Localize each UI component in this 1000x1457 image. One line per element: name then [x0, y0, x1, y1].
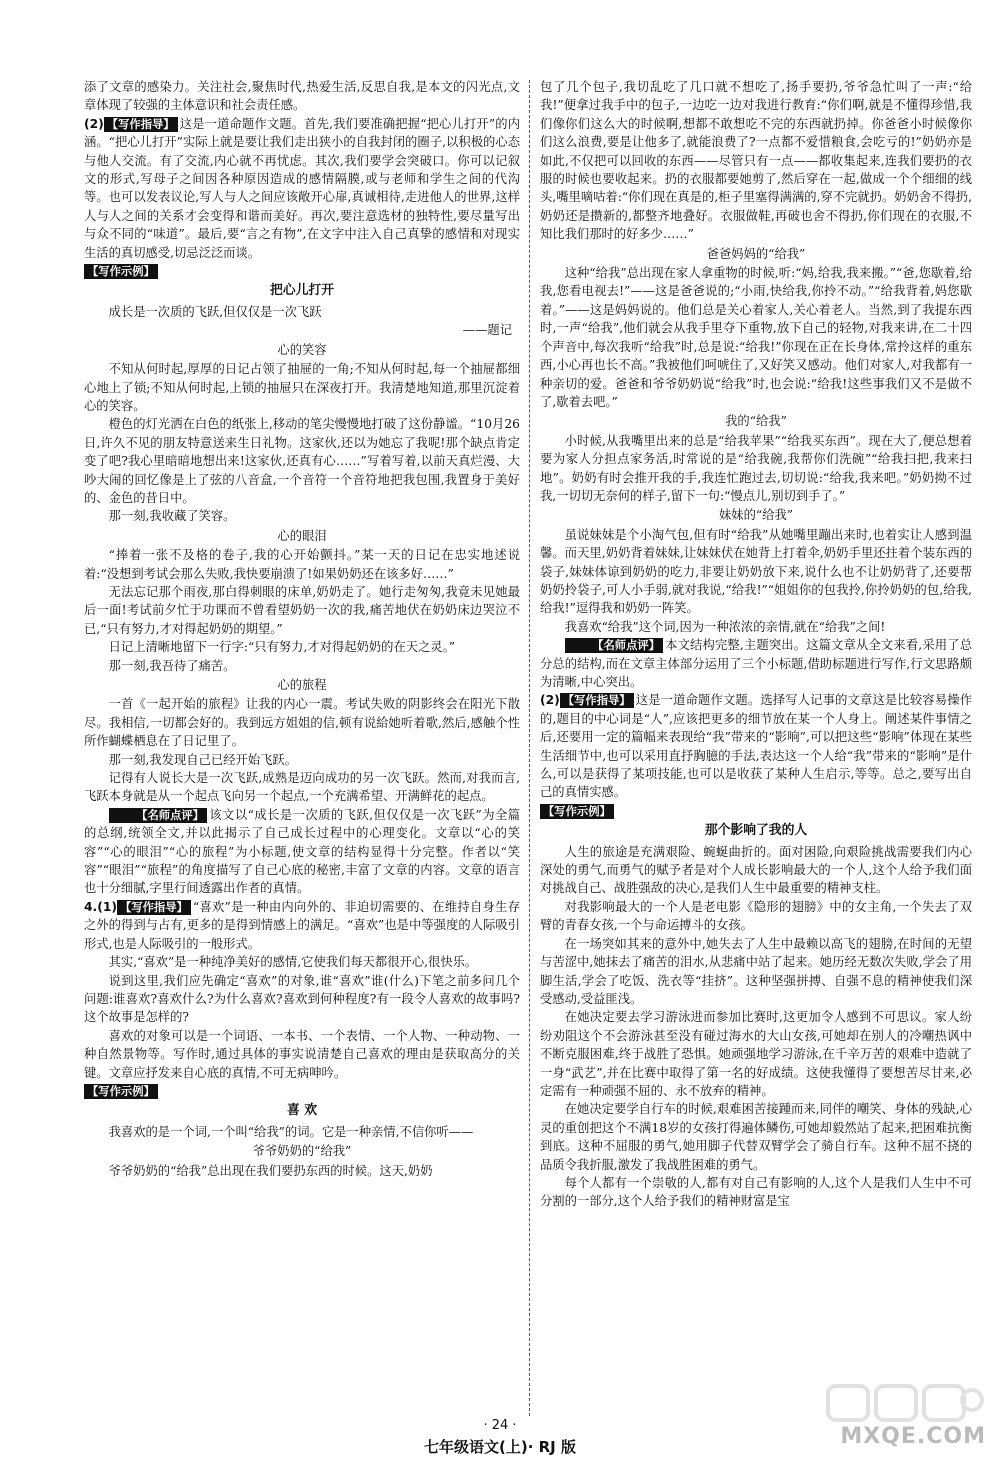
subheading: 心的旅程	[277, 678, 327, 692]
section-tag: 【写作示例】	[540, 804, 614, 819]
paragraph: 那一刻,我发现自己已经开始飞跃。	[108, 752, 297, 767]
section-tag: 【写作示例】	[84, 1084, 158, 1099]
paragraph: 无法忘记那个雨夜,那白得刺眼的床单,奶奶走了。她行走匆匆,我竟未见她最后一面!考试前夕忙于功课而不曾看望奶奶一次的我,痛苦地伏在奶奶床边哭泣不已,“只有努力,才对得起奶奶的期望。”	[84, 584, 520, 636]
paragraph: 在一场突如其来的意外中,她失去了人生中最赖以高飞的翅膀,在时间的无望与苦涩中,她抹去了痛苦的泪水,从悲痛中站了起来。她历经无数次失败,学会了用脚生活,学会了吃饭、洗衣等“挂挤”。这种坚强拼搏、自强不息的精神使我们深受感动,受益匪浅。	[540, 936, 972, 1006]
paragraph: 对我影响最大的一个人是老电影《隐形的翅膀》中的女主角,一个失去了双臂的青春女孩,一个与命运搏斗的女孩。	[540, 899, 972, 933]
paragraph: 在她决定要去学习游泳进而参加比赛时,这更加令人感到不可思议。家人纷纷劝阻这个不会游泳甚至没有碰过海水的大山女孩,可她却在别人的冷嘲热讽中不断克服困难,终于战胜了恐惧。她顽强地学习游泳,在千辛万苦的艰难中造就了一身“武艺”,并在比赛中取得了第一名的好成绩。这使我懂得了要想苦尽甘来,必定需有一种顽强不屈的、永不放弃的精神。	[540, 1010, 972, 1098]
paragraph: 那一刻,我收藏了笑容。	[108, 509, 236, 524]
writing-guide-2	[540, 691, 972, 801]
example-tag-line	[84, 1082, 520, 1100]
teacher-comment	[84, 806, 520, 898]
essay-title: 喜 欢	[286, 1103, 318, 1119]
example-tag-line	[84, 262, 520, 280]
paragraph: “喜欢”是一种由内向外的、非迫切需要的、在维持自身生存之外的得到与占有,更多的是得到情感上的满足。“喜欢”也是中等强度的人际吸引形式,也是人际吸引的一般形式。	[84, 899, 520, 951]
subheading: 妹妹的“给我”	[718, 508, 794, 523]
subheading: 我的“给我”	[725, 414, 787, 429]
paragraph: 爷爷奶奶的“给我”总出现在我们要扔东西的时候。这天,奶奶	[108, 1163, 433, 1178]
subheading: 爷爷奶奶的“给我”	[252, 1144, 352, 1159]
section-tag: 【名师点评】	[109, 808, 207, 823]
paragraph: 虽说妹妹是个小淘气包,但有时“给我”从她嘴里蹦出来时,也着实让人感到温馨。而天里,奶奶背着妹妹,让妹妹伏在她背上打着伞,奶奶手里还拄着个装东西的袋子,妹妹体谅到奶奶的吃力,非要让奶奶放下来,说什么也不让奶奶背了,还要帮奶奶拎袋子,可人小手弱,就对我说,“给我!”“姐姐你的包我拎,你拎奶奶的包,给我,给我!”逗得我和奶奶一阵笑。	[540, 527, 972, 616]
paragraph: 这是一道命题作文题。选择写人记事的文章这是比较容易操作的,题目的中心词是“人”,应该把更多的细节放在某一个人身上。阐述某件事情之后,还要用一定的篇幅来表现给“我”带来的“影响”,可以把这些“影响”体现在某些生活细节中,也可以采用直抒胸臆的手法,表达这一个人给“我”带来的“影响”是什么,可以是获得了某项技能,也可以是收获了某种人生启示,等等。总之,要写出自己的真情实感。	[540, 693, 972, 800]
paragraph: 小时候,从我嘴里出来的总是“给我苹果”“给我买东西”。现在大了,便总想着要为家人分担点家务活,时常说的是“给我碗,我帮你们洗碗”“给我扫把,我来扫地”。奶奶有时会推开我的手,我连忙跑过去,切切说:“给我,我来吧。”奶奶拗不过我,一切切无奈何的样子,留下一句:“慢点儿,别切到手了。”	[540, 433, 972, 503]
paragraph: 人生的旅途是充满艰险、蜿蜒曲折的。面对困险,向艰险挑战需要我们内心深处的勇气,而勇气的赋予者是对个人成长影响最大的一个人,这个人给予我们面对挑战自己、战胜强敌的决心,是我们人生中最重要的精神支柱。	[540, 844, 972, 896]
section-tag: 【写作指导】	[117, 900, 191, 915]
paragraph: 记得有人说长大是一次飞跃,成熟是迈向成功的另一次飞跃。然而,对我而言,飞跃本身就是从一个起点飞向另一个起点,一个充满希望、开满鲜花的起点。	[84, 771, 520, 804]
paragraph: “捧着一张不及格的卷子,我的心开始颤抖。”某一天的日记在忠实地述说着:“没想到考试会那么失败,我快要崩溃了!如果奶奶还在该多好……”	[84, 548, 520, 581]
paragraph: 该文以“成长是一次质的飞跃,但仅仅是一次飞跃”为全篇的总纲,统领全文,并以此揭示了自己成长过程中的心理变化。文章以“心的笑容”“心的眼泪”“心的旅程”为小标题,使文章的结构显得十分完整。作者以“笑容”“眼泪”“旅程”的角度描写了自己心底的秘密,丰富了文章的内容。文章的语言也十分细腻,字里行间透露出作者的真情。	[84, 807, 520, 896]
paragraph: 每个人都有一个崇敬的人,都有对自己有影响的人,这个人是我们人生中不可分割的一部分,这个人给予我们的精神财富是宝	[540, 1175, 972, 1209]
watermark-text: MXQE.COM	[840, 1424, 986, 1449]
paragraph: 这种“给我”总出现在家人拿重物的时候,听:“妈,给我,我来搬。”“爸,您歇着,给我,您看电视去!”——这是爸爸说的;“小雨,快给我,你拎不动。”“给我背着,妈您歇着。”——这是妈妈说的。他们总是关心着家人,关心着老人。当然,到了我提东西时,一声“给我”,他们就会从我手里夺下重物,放下自己的轻物,对我来讲,在二十四个声音中,每次我听“给我”时,总是说:“给我!”你现在正在长身体,常拎这样的重东西,小心再也长不高。”我被他们呵唬住了,又好笑又感动。他们对家人,对我都有一种亲切的爱。爸爸和爷爷奶奶说“给我”时,也会说:“给我!这些事我们又不是做不了,歇着去吧。”	[540, 266, 972, 409]
paragraph: 我喜欢的是一个词,一个叫“给我”的词。它是一种亲情,不信你听——	[108, 1124, 474, 1139]
section-tag: 【写作指导】	[560, 693, 634, 708]
paragraph: 本文结构完整,主题突出。这篇文章从全文来看,采用了总分总的结构,而在文章主体部分运用了三个小标题,借助标题进行写作,行文思路颇为清晰,中心突出。	[540, 638, 972, 689]
paragraph: 喜欢的对象可以是一个词语、一本书、一个表情、一个人物、一种动物、一种自然景物等。写作时,通过具体的事实说清楚自己喜欢的理由是获取高分的关键。文章应抒发来自心底的真情,不可无病呻吟。	[84, 1028, 520, 1080]
epigraph: 成长是一次质的飞跃,但仅仅是一次飞跃	[108, 304, 322, 319]
paragraph: 在她决定要学自行车的时候,艰难困苦接踵而来,同伴的嘲笑、身体的残缺,心灵的重创把这个不满18岁的女孩打得遍体鳞伤,可她却毅然站了起来,把困难抗衡到底。这种不屈服的勇气,她用脚子代替双臂学会了骑自行车。这种不屈不挠的品质令我折服,激发了我战胜困难的勇气。	[540, 1102, 972, 1172]
paragraph: 不知从何时起,厚厚的日记占领了抽屉的一角;不知从何时起,每一个抽屉都细心地上了锁;不知从何时起,上锁的抽屉只在深夜打开。我清楚地知道,那里沉淀着心的笑容。	[84, 362, 520, 413]
paragraph: 日记上清晰地留下一行字:“只有努力,才对得起奶奶的在天之灵。”	[108, 640, 456, 655]
paragraph: 一首《一起开始的旅程》让我的内心一震。考试失败的阴影终会在阳光下散尽。我相信,一切都会好的。我到远方姐姐的信,顿有说給她听着歌,然后,感触个性所作蝴蝶栖息在了日记里了。	[84, 697, 520, 749]
writing-guide-2	[84, 115, 520, 262]
page-number: · 24 ·	[483, 1418, 517, 1433]
column-divider	[529, 80, 530, 1416]
paragraph: 这是一道命题作文题。首先,我们要准确把握“把心儿打开”的内涵。“把心儿打开”实际上就是要让我们走出狭小的自我封闭的圈子,以积极的心态与他人交流。有了交流,内心就不再忧虑。其次,我们要学会突破口。你可以记叙文的形式,写母子之间因各种原因造成的感情隔膜,或与老师和学生之间的代沟等。也可以发表议论,写人与人之间应该敞开心扉,真诚相待,走进他人的世界,这样人与人之间的关系才会变得和谐而美好。再次,要注意选材的独特性,要尽量写出与众不同的“味道”。最后,要“言之有物”,在文字中注入自己真挚的感情和对现实生活的真切感受,切忌泛泛而谈。	[84, 116, 520, 260]
paragraph: 说到这里,我们应先确定“喜欢”的对象,谁“喜欢”谁(什么)下笔之前多问几个问题:谁喜欢?喜欢什么?为什么喜欢?喜欢到何种程度?有一段令人喜欢的故事吗?这个故事是怎样的?	[84, 973, 520, 1025]
essay-title: 把心儿打开	[270, 283, 334, 299]
paragraph: 我喜欢“给我”这个词,因为一种浓浓的亲情,就在“给我”之间!	[564, 619, 886, 634]
essay-title: 那个影响了我的人	[704, 823, 808, 839]
paragraph: 橙色的灯光洒在白色的纸张上,移动的笔尖慢慢地打破了这份静谧。“10月26日,许久不见的朋友特意送来生日礼物。这家伙,还以为她忘了我呢!那个缺点肯定变了吧?我心里暗暗地想出来!这家伙,还真有心……”写着写着,以前天真烂漫、大吵大闹的回忆像是上了弦的八音盒,一个音符一个音符地把我包围,我置身于美好的、金色的昔日中。	[84, 417, 520, 505]
paragraph: 添了文章的感染力。关注社会,聚焦时代,热爱生活,反思自我,是本文的闪光点,文章体现了较强的主体意识和社会责任感。	[84, 80, 520, 113]
section-tag: 【写作指导】	[104, 117, 178, 132]
book-title: 七年级语文(上)· RJ 版	[424, 1438, 576, 1456]
item-number: (2)	[540, 693, 560, 708]
teacher-comment	[540, 636, 972, 691]
left-column	[84, 78, 520, 1180]
epigraph-attribution: ——题记	[462, 323, 512, 338]
question-4	[84, 898, 520, 953]
item-number: (1)	[97, 899, 118, 914]
subheading: 爸爸妈妈的“给我”	[706, 246, 806, 261]
question-number: 4.	[84, 899, 98, 914]
right-column	[540, 78, 972, 1211]
item-number: (2)	[84, 116, 104, 131]
subheading: 心的笑容	[277, 342, 327, 357]
section-tag: 【写作示例】	[84, 264, 158, 279]
section-tag: 【名师点评】	[565, 638, 663, 653]
paragraph: 其实,“喜欢”是一种纯净美好的感情,它使我们每天都很开心,很快乐。	[108, 955, 478, 970]
paragraph: 包了几个包子,我切乱吃了几口就不想吃了,扬手要扔,爷爷急忙叫了一声:“给我!”便拿过我手中的包子,一边吃一边对我进行教育:“你们啊,就是不懂得珍惜,我们像你们这么大的时候啊,想都不敢想吃不完的东西就扔掉。你爸爸小时候像你们这么浪费,要是让他多了,就能浪费了?一点都不爱惜粮食,会吃亏的!”奶奶亦是如此,不仅把可以回收的东西——尽管只有一点——都收集起来,连我们要扔的衣服的时候也要收起来。扔的衣服都要她剪了,然后穿在一起,做成一个个细细的线头,嘴里嘀咕着:“你们现在真是的,柜子里塞得满满的,穿不完就扔。奶奶舍不得扔,奶奶还是攒新的,都整齐地叠好。衣服做鞋,再破也舍不得扔,你们现在的衣服,不知比我们那时的好多少……”	[540, 80, 972, 242]
example-tag-line	[540, 802, 972, 820]
paragraph: 那一刻,我吾待了痛苦。	[108, 658, 236, 673]
subheading: 心的眼泪	[277, 528, 327, 543]
